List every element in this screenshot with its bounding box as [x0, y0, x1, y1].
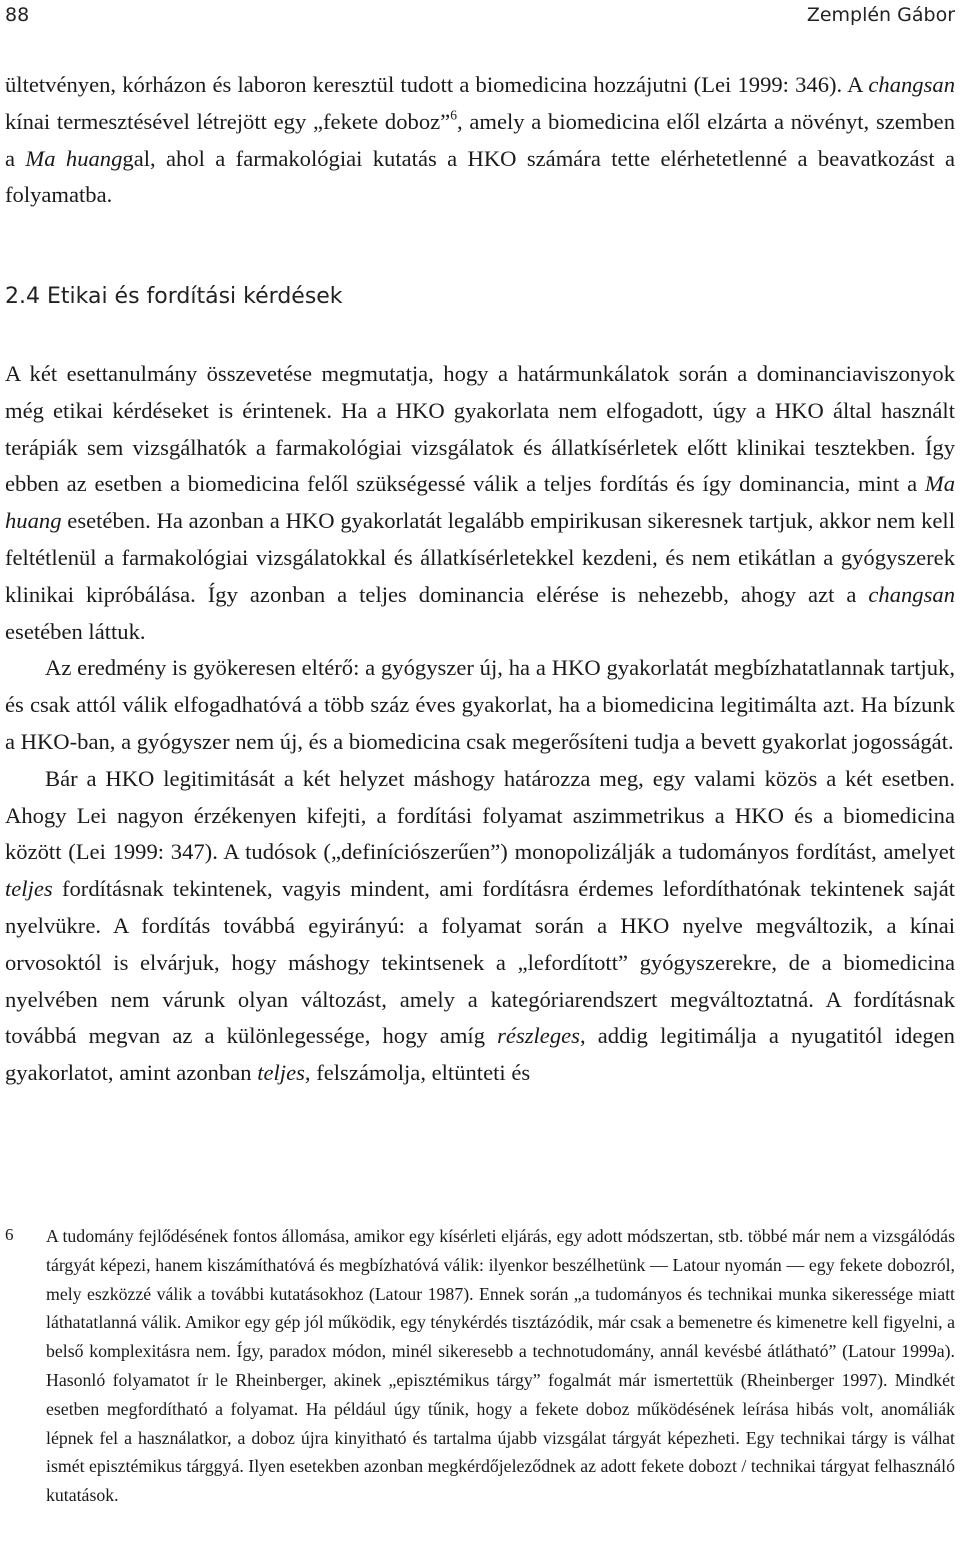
footnote-reference[interactable]: 6: [450, 107, 457, 123]
footnote-text: A tudomány fejlődésének fontos állomása, amikor egy kísérleti eljárás, egy adott módszertan, stb. többé már nem a vizsgálódás tárgyát képezi, hanem kiszámíthatóvá és megbízhatóvá válik: ilyenkor beszélhetünk — Latour nyomán — egy fekete dobozról, mely eszközzé válik a további kutatásokhoz (Latour 1987). Ennek során „a tudományos és technikai munka sikeressége miatt láthatatlanná válik. Amikor egy gép jól működik, egy ténykérdés tisztázódik, már csak a bemenetre és kimenetre kell figyelni, a belső komplexitásra nem. Így, paradox módon, minél sikeresebb a technotudomány, annál kevésbé átlátható” (Latour 1999a). Hasonló folyamatot ír le Rheinberger, akinek „episztémikus tárgy” fogalmát már ismertettük (Rheinberger 1997). Mindkét esetben megfordítható a folyamat. Ha például úgy tűnik, hogy a fekete doboz működésének leírása hibás volt, anomáliák lépnek fel a használatkor, a doboz újra kinyitható és tartalma újabb vizsgálat tárgyát képezheti. Egy technikai tárgy is válhat ismét episztémikus tárggyá. Ilyen esetekben azonban megkérdőjeleződnek az adott fekete dobozt / technikai tárgyat felhasználó kutatások.: [46, 1226, 955, 1506]
section-heading: 2.4 Etikai és fordítási kérdések: [5, 284, 343, 309]
italic-term: changsan: [868, 72, 955, 97]
running-head: [5, 4, 955, 34]
continued-paragraph: [5, 67, 955, 214]
paragraph: Bár a HKO legitimitását a két helyzet máshogy határozza meg, egy valami közös a két esetben. Ahogy Lei nagyon érzékenyen kifejti, a fordítási folyamat aszimmetrikus a HKO és a biomedicina között (Lei 1999: 347). A tudósok („definíciószerűen”) monopolizálják a tudományos fordítást, amelyet teljes fordításnak tekintenek, vagyis mindent, ami fordításra érdemes lefordíthatónak tekintenek saját nyelvükre. A fordítás továbbá egyirányú: a folyamat során a HKO nyelve megváltozik, a kínai orvosoktól is elvárjuk, hogy máshogy tekintsenek a „lefordított” gyógyszerekre, de a biomedicina nyelvében nem várunk olyan változást, amely a kategóriarendszert megváltoztatná. A fordításnak továbbá megvan az a különlegessége, hogy amíg részleges, addig legitimálja a nyugatitól idegen gyakorlatot, amint azonban teljes, felszámolja, eltünteti és: [5, 765, 955, 1086]
footnote: [5, 1222, 955, 1510]
section-body: [5, 356, 955, 1092]
page-number: 88: [5, 4, 30, 26]
paragraph: Az eredmény is gyökeresen eltérő: a gyógyszer új, ha a HKO gyakorlatát megbízhatatlannak tartjuk, és csak attól válik elfogadhatóvá a több száz éves gyakorlat, ha a biomedicina legitimálta azt. Ha bízunk a HKO-ban, a gyógyszer nem új, és a biomedicina csak megerősíteni tudja a bevett gyakorlat jogosságát.: [5, 655, 955, 754]
italic-term: changsan: [868, 581, 955, 607]
paragraph: ültetvényen, kórházon és laboron keresztül tudott a biomedicina hozzájutni (Lei 1999: 346). A changsan kínai termesztésével létrejött egy „fekete doboz”$^6$, amely a biomedicina elől elzárta a növényt, szemben a Ma huanggal, ahol a farmakológiai kutatás a HKO számára tette elérhetetlenné a beavatkozást a folyamatba.: [5, 72, 955, 208]
italic-term: teljes: [257, 1060, 305, 1086]
italic-term: részleges: [497, 1023, 580, 1049]
italic-term: Ma huang: [25, 145, 123, 171]
paragraph: A két esettanulmány összevetése megmutatja, hogy a határmunkálatok során a dominanciaviszonyok még etikai kérdéseket is érintenek. Ha a HKO gyakorlata nem elfogadott, úgy a HKO által használt terápiák sem vizsgálhatók a farmakológiai vizsgálatok és állatkísérletek előtt klinikai tesztekben. Így ebben az esetben a biomedicina felől szükségessé válik a teljes fordítás és így dominancia, mint a Ma huang esetében. Ha azonban a HKO gyakorlatát legalább empirikusan sikeresnek tartjuk, akkor nem kell feltétlenül a farmakológiai vizsgálatokkal és állatkísérletekkel kezdeni, és nem etikátlan a gyógyszerek klinikai kipróbálása. Így azonban a teljes dominancia elérése is nehezebb, ahogy azt a changsan esetében láttuk.: [5, 361, 955, 644]
footnote-marker: 6: [5, 1225, 14, 1244]
italic-term: teljes: [5, 876, 53, 902]
italic-term: Ma huang: [5, 471, 955, 534]
running-author: Zemplén Gábor: [806, 4, 955, 26]
